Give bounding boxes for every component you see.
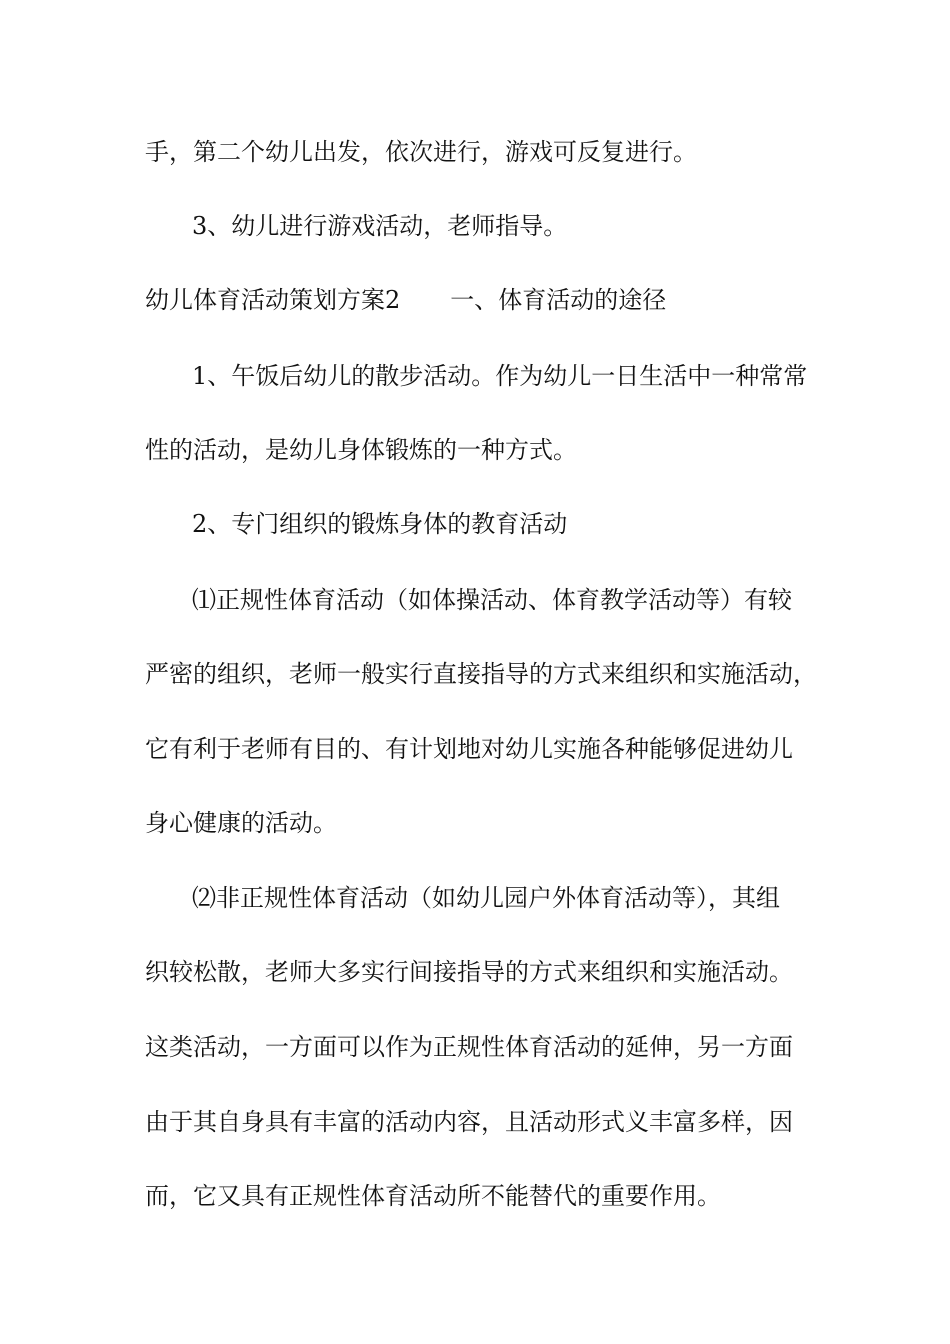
paragraph-line: 性的活动，是幼儿身体锻炼的一种方式。 <box>145 436 577 464</box>
paragraph-line: 手，第二个幼儿出发，依次进行，游戏可反复进行。 <box>145 138 697 166</box>
plan-title: 幼儿体育活动策划方案2 <box>145 286 401 314</box>
paragraph-line: 它有利于老师有目的、有计划地对幼儿实施各种能够促进幼儿 <box>145 735 793 763</box>
paragraph-line: 2、专门组织的锻炼身体的教育活动 <box>192 510 568 538</box>
paragraph-line: 这类活动，一方面可以作为正规性体育活动的延伸，另一方面 <box>145 1033 793 1061</box>
paragraph-line: 3、幼儿进行游戏活动，老师指导。 <box>192 212 568 240</box>
paragraph-line: ⑵非正规性体育活动（如幼儿园户外体育活动等），其组 <box>192 884 780 912</box>
paragraph-line: 而，它又具有正规性体育活动所不能替代的重要作用。 <box>145 1182 721 1210</box>
paragraph-line: 织较松散，老师大多实行间接指导的方式来组织和实施活动。 <box>145 958 793 986</box>
paragraph-line: 严密的组织，老师一般实行直接指导的方式来组织和实施活动， <box>145 660 817 688</box>
paragraph-line: ⑴正规性体育活动（如体操活动、体育教学活动等）有较 <box>192 586 792 614</box>
section-title: 一、体育活动的途径 <box>450 286 667 314</box>
paragraph-line: 由于其自身具有丰富的活动内容，且活动形式义丰富多样，因 <box>145 1108 793 1136</box>
paragraph-line: 身心健康的活动。 <box>145 809 337 837</box>
section-heading <box>145 285 845 315</box>
paragraph-line: 1、午饭后幼儿的散步活动。作为幼儿一日生活中一种常常 <box>192 362 808 390</box>
